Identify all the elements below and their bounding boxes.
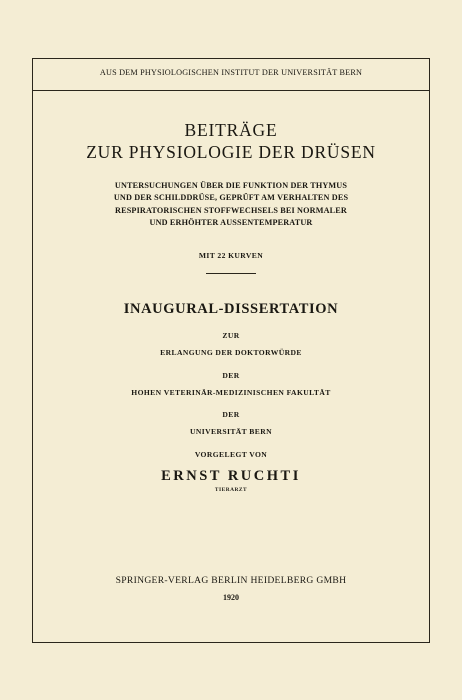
publication-year: 1920: [223, 593, 239, 602]
curves-note: MIT 22 KURVEN: [198, 251, 264, 260]
dissertation-line-1: ZUR: [222, 331, 240, 340]
dissertation-line-2: ERLANGUNG DER DOKTORWÜRDE: [160, 348, 302, 357]
dissertation-heading: INAUGURAL-DISSERTATION: [123, 301, 339, 317]
title-line-2: ZUR PHYSIOLOGIE DER DRÜSEN: [86, 142, 376, 162]
dissertation-line-4: HOHEN VETERINÄR-MEDIZINISCHEN FAKULTÄT: [131, 388, 331, 397]
institute-line: AUS DEM PHYSIOLOGISCHEN INSTITUT DER UNIVERSITÄT BERN: [99, 68, 363, 77]
author-title: TIERARZT: [214, 487, 248, 493]
dissertation-line-3: DER: [222, 371, 240, 380]
header-rule: [32, 90, 430, 91]
publisher: SPRINGER-VERLAG BERLIN HEIDELBERG GMBH: [115, 575, 347, 586]
author-name: ERNST RUCHTI: [161, 468, 301, 484]
subtitle-line-3: RESPIRATORISCHEN STOFFWECHSELS BEI NORMALER: [115, 206, 347, 215]
subtitle-line-4: UND ERHÖHTER AUSSENTEMPERATUR: [149, 218, 313, 227]
title-line-1: BEITRÄGE: [184, 120, 278, 140]
section-divider: [206, 273, 256, 274]
subtitle-line-1: UNTERSUCHUNGEN ÜBER DIE FUNKTION DER THYMUS: [114, 181, 348, 190]
dissertation-line-7: VORGELEGT VON: [194, 450, 268, 459]
subtitle-line-2: UND DER SCHILDDRÜSE, GEPRÜFT AM VERHALTEN DES: [113, 193, 349, 202]
dissertation-line-5: DER: [222, 410, 240, 419]
dissertation-line-6: UNIVERSITÄT BERN: [189, 427, 272, 436]
